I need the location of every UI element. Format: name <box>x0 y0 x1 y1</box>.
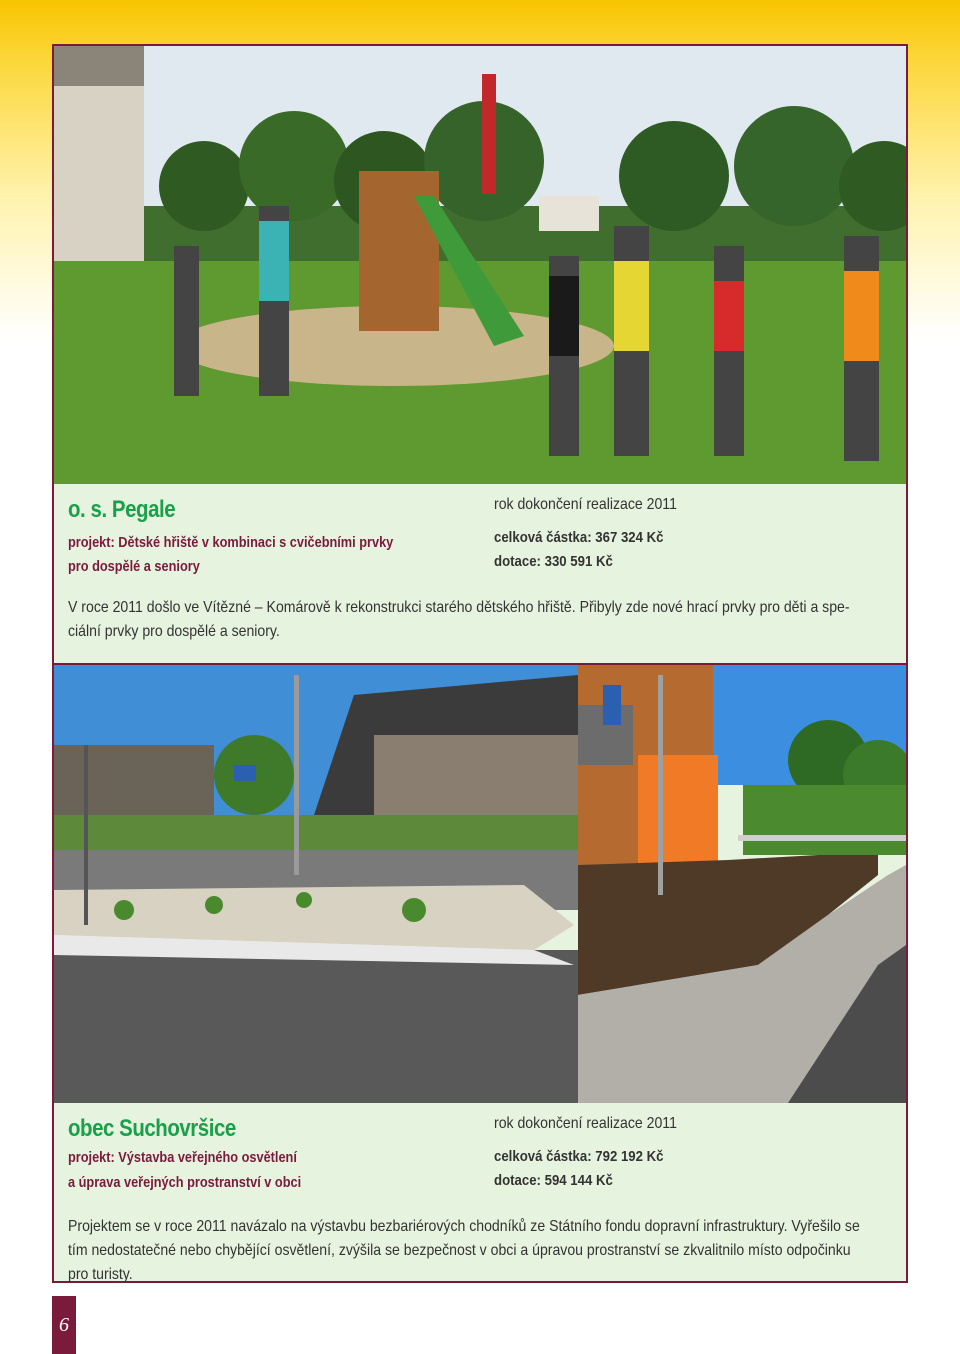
completion-year: rok dokončení realizace 2011 <box>494 496 677 513</box>
project-title-line1: projekt: Dětské hřiště v kombinaci s cvičebními prvky <box>68 534 394 551</box>
org-name: o. s. Pegale <box>68 496 176 523</box>
description-line3: pro turisty. <box>68 1266 133 1283</box>
total-amount: celková částka: 367 324 Kč <box>494 529 664 546</box>
project-title-line2: a úprava veřejných prostranství v obci <box>68 1174 302 1191</box>
subsidy-amount: dotace: 594 144 Kč <box>494 1172 613 1189</box>
project-title-line2: pro dospělé a seniory <box>68 558 200 575</box>
playground-photo <box>54 46 906 484</box>
street-photo-right <box>578 665 906 1103</box>
project-title-line1: projekt: Výstavba veřejného osvětlení <box>68 1149 297 1166</box>
total-amount: celková částka: 792 192 Kč <box>494 1148 664 1165</box>
description-line2: tím nedostatečné nebo chybějící osvětlení, zvýšila se bezpečnost v obci a úpravou prostranství se zkvalitnilo místo odpočinku <box>68 1242 851 1259</box>
org-name: obec Suchovršice <box>68 1115 236 1142</box>
subsidy-amount: dotace: 330 591 Kč <box>494 553 613 570</box>
project-panel-suchovrsice <box>52 663 908 1283</box>
description-line1: V roce 2011 došlo ve Vítězné – Komárově k rekonstrukci starého dětského hřiště. Přibyly zde nové hrací prvky pro děti a spe- <box>68 599 850 616</box>
completion-year: rok dokončení realizace 2011 <box>494 1115 677 1132</box>
description-line1: Projektem se v roce 2011 navázalo na výstavbu bezbariérových chodníků ze Státního fondu dopravní infrastruktury. Vyřešilo se <box>68 1218 860 1235</box>
street-photo-left <box>54 665 578 1103</box>
project-panel-pegale <box>52 44 908 666</box>
description-line2: ciální prvky pro dospělé a seniory. <box>68 623 280 640</box>
page-number: 6 <box>52 1296 76 1354</box>
